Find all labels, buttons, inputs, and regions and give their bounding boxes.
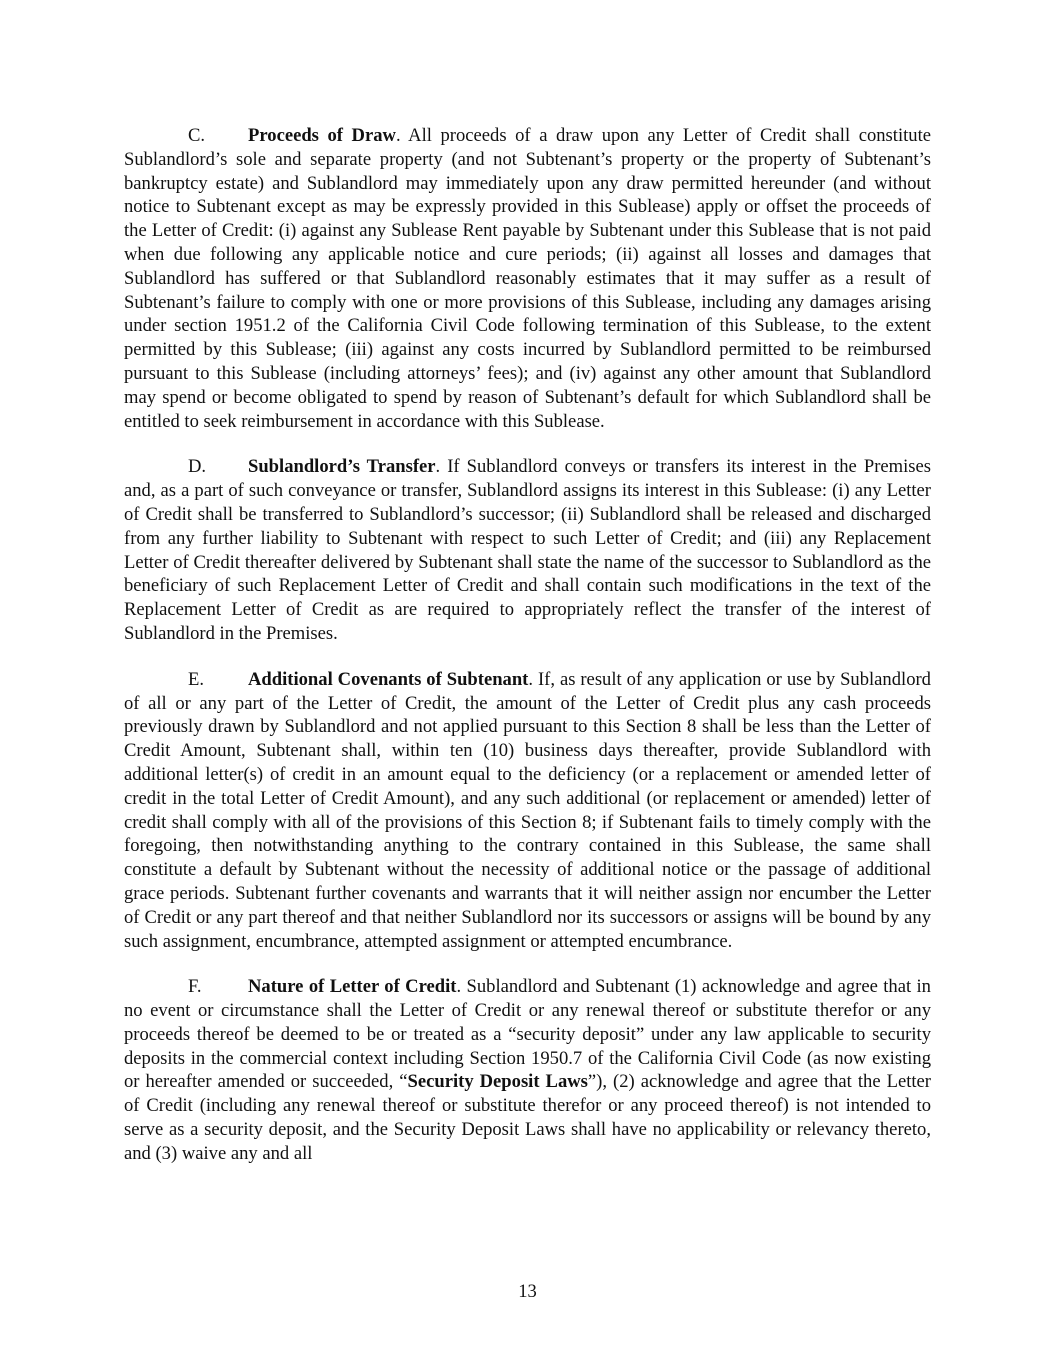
section-d-paragraph (124, 455, 931, 645)
section-body: . All proceeds of a draw upon any Letter of Credit shall constitute Sublandlord’s sole and separate property (and not Subtenant’s property or the property of Subtenant’s bankruptcy estate) and Sublandlord may immediately upon any draw permitted hereunder (and without notice to Subtenant except as may be expressly provided in this Sublease) apply or offset the proceeds of the Letter of Credit: (i) against any Sublease Rent payable by Subtenant under this Sublease that is not paid when due following any applicable notice and cure periods; (ii) against all losses and damages that Sublandlord has suffered or that Sublandlord reasonably estimates that it may suffer as a result of Subtenant’s failure to comply with one or more provisions of this Sublease, including any damages arising under section 1951.2 of the California Civil Code following termination of this Sublease, to the extent permitted by this Sublease; (iii) against any costs incurred by Sublandlord permitted to be reimbursed pursuant to this Sublease (including attorneys’ fees); and (iv) against any other amount that Sublandlord may spend or become obligated to spend by reason of Subtenant’s default for which Sublandlord shall be entitled to seek reimbursement in accordance with this Sublease. (124, 125, 931, 432)
page-number: 13 (518, 1281, 537, 1302)
section-body: . If, as result of any application or use by Sublandlord of all or any part of the Letter of Credit, the amount of the Letter of Credit plus any cash proceeds previously drawn by Sublandlord and not applied pursuant to this Section 8 shall be less than the Letter of Credit Amount, Subtenant shall, within ten (10) business days thereafter, provide Sublandlord with additional letter(s) of credit in an amount equal to the deficiency (or a replacement or amended letter of credit in the total Letter of Credit Amount), and any such additional (or replacement or amended) letter of credit shall comply with all of the provisions of this Section 8; if Subtenant fails to timely comply with the foregoing, then notwithstanding anything to the contrary contained in this Sublease, the same shall constitute a default by Subtenant without the necessity of additional notice or the passage of additional grace periods. Subtenant further covenants and warrants that it will neither assign nor encumber the Letter of Credit or any part thereof and that neither Sublandlord nor its successors or assigns will be bound by any such assignment, encumbrance, attempted assignment or attempted encumbrance. (124, 668, 931, 952)
section-e-paragraph (124, 668, 931, 954)
section-body: . Sublandlord and Subtenant (1) acknowledge and agree that in no event or circumstance shall the Letter of Credit or any renewal thereof or substitute therefor or any proceeds thereof be deemed to be or treated as a “security deposit” under any law applicable to security deposits in the commercial context including Section 1950.7 of the California Civil Code (as now existing or hereafter amended or succeeded, “ (124, 976, 931, 1093)
section-heading: Sublandlord’s Transfer (248, 456, 436, 478)
section-letter: E. (188, 668, 205, 690)
document-page (124, 124, 931, 1188)
section-body-continued: ”), (2) acknowledge and agree that the Letter of Credit (including any renewal thereof or substitute therefor or any proceed thereof) is not intended to serve as a security deposit, and the Security Deposit Laws shall have no applicability or relevancy thereto, and (3) waive any and all (124, 1071, 931, 1164)
section-heading: Nature of Letter of Credit (248, 976, 457, 998)
section-letter: D. (188, 456, 207, 478)
section-heading: Additional Covenants of Subtenant (248, 668, 529, 690)
section-c-paragraph (124, 124, 931, 433)
defined-term: Security Deposit Laws (407, 1071, 588, 1093)
section-letter: F. (188, 976, 202, 998)
section-letter: C. (188, 125, 206, 146)
section-heading: Proceeds of Draw (248, 125, 396, 146)
section-body: . If Sublandlord conveys or transfers its interest in the Premises and, as a part of such conveyance or transfer, Sublandlord assigns its interest in this Sublease: (i) any Letter of Credit shall be transferred to Sublandlord’s successor; (ii) Sublandlord shall be released and discharged from any further liability to Subtenant with respect to such Letter of Credit; and (iii) any Replacement Letter of Credit thereafter delivered by Subtenant shall state the name of the successor to Sublandlord as the beneficiary of such Replacement Letter of Credit and shall contain such modifications in the text of the Replacement Letter of Credit as are required to appropriately reflect the transfer of the interest of Sublandlord in the Premises. (124, 456, 931, 644)
section-f-paragraph (124, 975, 931, 1165)
